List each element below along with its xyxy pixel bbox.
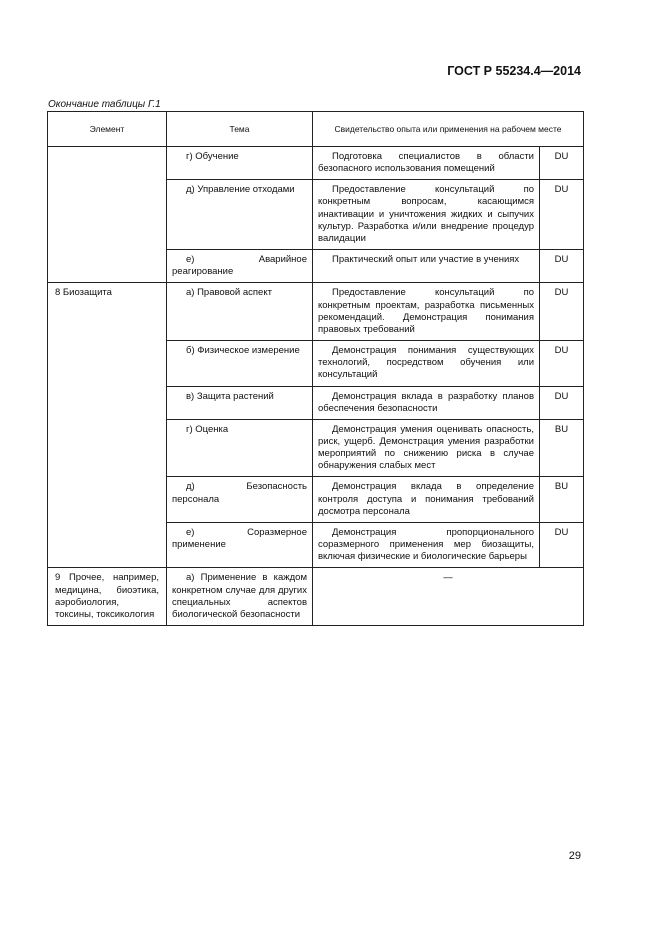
topic-cell: д) Управление отходами [167,180,313,250]
code-cell: DU [540,180,584,250]
evidence-cell: Демонстрация пропорционального соразмерного применения мер биозащиты, включая физические и биологические барьеры [313,522,540,567]
code-cell: DU [540,250,584,283]
code-cell: BU [540,419,584,477]
evidence-cell: Демонстрация умения оценивать опасность, риск, ущерб. Демонстрация умения разработки мероприятий по снижению риска в случае обнаружения слабых мест [313,419,540,477]
table-row [48,283,584,341]
code-cell: DU [540,386,584,419]
table-header-row [48,112,584,147]
code-cell: DU [540,147,584,180]
evidence-cell: Предоставление консультаций по конкретным проектам, разработка письменных рекомендаций. Демонстрация понимания правовых требований [313,283,540,341]
topic-cell: а) Правовой аспект [167,283,313,341]
element-cell: 8 Биозащита [48,283,167,568]
element-cell [48,147,167,283]
evidence-cell: Подготовка специалистов в области безопасного использования помещений [313,147,540,180]
topic-cell: г) Обучение [167,147,313,180]
topic-cell: е) Аварийное реагирование [167,250,313,283]
topic-cell: г) Оценка [167,419,313,477]
topic-cell: д) Безопасность персонала [167,477,313,522]
evidence-cell: Практический опыт или участие в учениях [313,250,540,283]
table-caption: Окончание таблицы Г.1 [48,99,161,110]
code-cell: DU [540,283,584,341]
evidence-dash-cell: — [313,568,584,626]
code-cell: DU [540,341,584,386]
code-cell: BU [540,477,584,522]
topic-cell: е) Соразмерное применение [167,522,313,567]
competency-table [47,111,584,626]
evidence-cell: Предоставление консультаций по конкретным вопросам, касающимся инактивации и уничтожения жидких и сыпучих культур. Разработка и/или внедрение процедур валидации [313,180,540,250]
element-cell: 9 Прочее, например, медицина, биоэтика, аэробиология, токсины, токсикология [48,568,167,626]
table-row [48,568,584,626]
header-evidence: Свидетельство опыта или применения на рабочем месте [313,112,584,147]
document-code: ГОСТ Р 55234.4—2014 [447,64,581,78]
evidence-cell: Демонстрация вклада в разработку планов обеспечения безопасности [313,386,540,419]
page-number: 29 [568,850,581,862]
topic-cell: в) Защита растений [167,386,313,419]
header-element: Элемент [48,112,167,147]
evidence-cell: Демонстрация понимания существующих технологий, посредством обучения или консультаций [313,341,540,386]
topic-cell: б) Физическое измерение [167,341,313,386]
code-cell: DU [540,522,584,567]
table-row [48,147,584,180]
topic-cell: а) Применение в каждом конкретном случае для других специальных аспектов биологической безопасности [167,568,313,626]
header-topic: Тема [167,112,313,147]
evidence-cell: Демонстрация вклада в определение контроля доступа и понимания требований досмотра персонала [313,477,540,522]
